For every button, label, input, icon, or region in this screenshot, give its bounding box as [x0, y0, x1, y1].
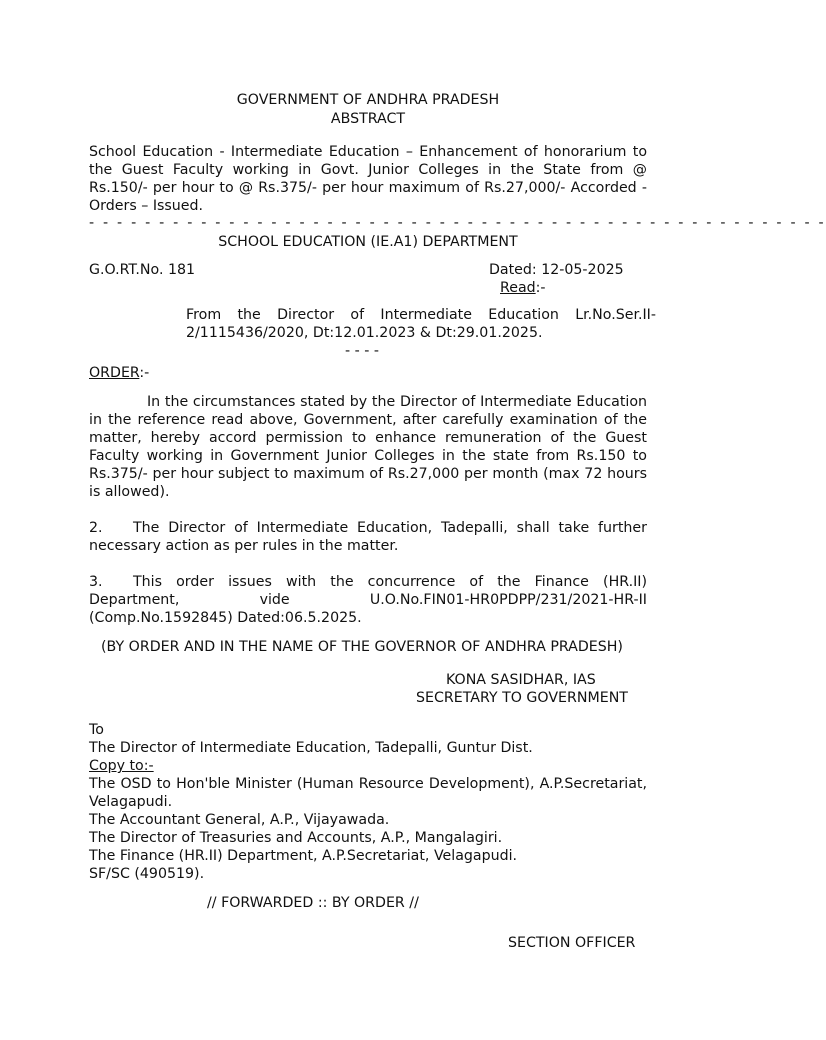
- paragraph-2-text: The Director of Intermediate Education, Tadepalli, shall take further necessary action as per rules in the matter.: [89, 520, 647, 554]
- copy-to-item: The Director of Treasuries and Accounts, A.P., Mangalagiri.: [89, 830, 503, 846]
- read-label: Read: [500, 280, 536, 296]
- paragraph-2-number: 2.: [89, 520, 103, 536]
- order-heading: [89, 364, 149, 382]
- to-label: To: [89, 722, 104, 738]
- reference-line-1: From the Director of Intermediate Education Lr.No.Ser.II-: [186, 307, 656, 323]
- separator-line: - - - - - - - - - - - - - - - - - - - - - - - - - - - - - - - - - - - - - - - - - - - - - - - - - - - - -: [89, 215, 826, 231]
- go-number: G.O.RT.No. 181: [89, 262, 196, 278]
- signatory-title: SECRETARY TO GOVERNMENT: [416, 690, 628, 706]
- copy-to-item: The Accountant General, A.P., Vijayawada.: [89, 812, 390, 828]
- by-order-line: (BY ORDER AND IN THE NAME OF THE GOVERNOR OF ANDHRA PRADESH): [101, 639, 623, 655]
- copy-to-item: SF/SC (490519).: [89, 866, 205, 882]
- subject-paragraph: School Education - Intermediate Education – Enhancement of honorarium to the Guest Faculty working in Govt. Junior Colleges in the State from @ Rs.150/- per hour to @ Rs.375/- per hour maximum of Rs.27,000/- Accorded - Orders – Issued.: [89, 144, 647, 214]
- paragraph-3-vide: vide: [259, 592, 290, 608]
- dated: Dated: 12-05-2025: [489, 262, 624, 278]
- copy-to-item: The OSD to Hon'ble Minister (Human Resource Development), A.P.Secretariat, Velagapudi.: [89, 776, 647, 810]
- read-suffix: :-: [535, 280, 546, 296]
- paragraph-3-department: Department,: [89, 592, 180, 608]
- department-name: SCHOOL EDUCATION (IE.A1) DEPARTMENT: [218, 234, 518, 250]
- order-suffix: :-: [139, 365, 150, 381]
- paragraph-3-number: 3.: [89, 574, 103, 590]
- reference-end-marker: - - - -: [345, 343, 380, 359]
- header-government: GOVERNMENT OF ANDHRA PRADESH: [236, 92, 500, 108]
- header-abstract: ABSTRACT: [330, 111, 406, 127]
- reference-line-2: 2/1115436/2020, Dt:12.01.2023 & Dt:29.01.2025.: [186, 325, 543, 341]
- section-officer: SECTION OFFICER: [508, 935, 636, 951]
- order-paragraph-3-line-2: [89, 591, 647, 609]
- read-heading: [500, 279, 546, 297]
- order-paragraph-2: [89, 519, 647, 555]
- order-paragraph-3-line-1: [89, 573, 647, 591]
- paragraph-3-uo-number: U.O.No.FIN01-HR0PDPP/231/2021-HR-II: [369, 592, 647, 608]
- signatory-name: KONA SASIDHAR, IAS: [446, 672, 596, 688]
- order-paragraph-1: In the circumstances stated by the Director of Intermediate Education in the reference read above, Government, after carefully examination of the matter, hereby accord permission to enhance remuneration of the Guest Faculty working in Government Junior Colleges in the state from Rs.150 to Rs.375/- per hour subject to maximum of Rs.27,000 per month (max 72 hours is allowed).: [89, 394, 647, 500]
- paragraph-3-line-1-text: This order issues with the concurrence of the Finance (HR.II): [133, 574, 647, 590]
- forwarded-line: // FORWARDED :: BY ORDER //: [207, 895, 419, 911]
- order-label: ORDER: [89, 365, 140, 381]
- copy-to-label: Copy to:-: [89, 758, 154, 774]
- to-recipient: The Director of Intermediate Education, Tadepalli, Guntur Dist.: [89, 740, 533, 756]
- order-paragraph-3-line-3: (Comp.No.1592845) Dated:06.5.2025.: [89, 610, 362, 626]
- copy-to-item: The Finance (HR.II) Department, A.P.Secretariat, Velagapudi.: [89, 848, 518, 864]
